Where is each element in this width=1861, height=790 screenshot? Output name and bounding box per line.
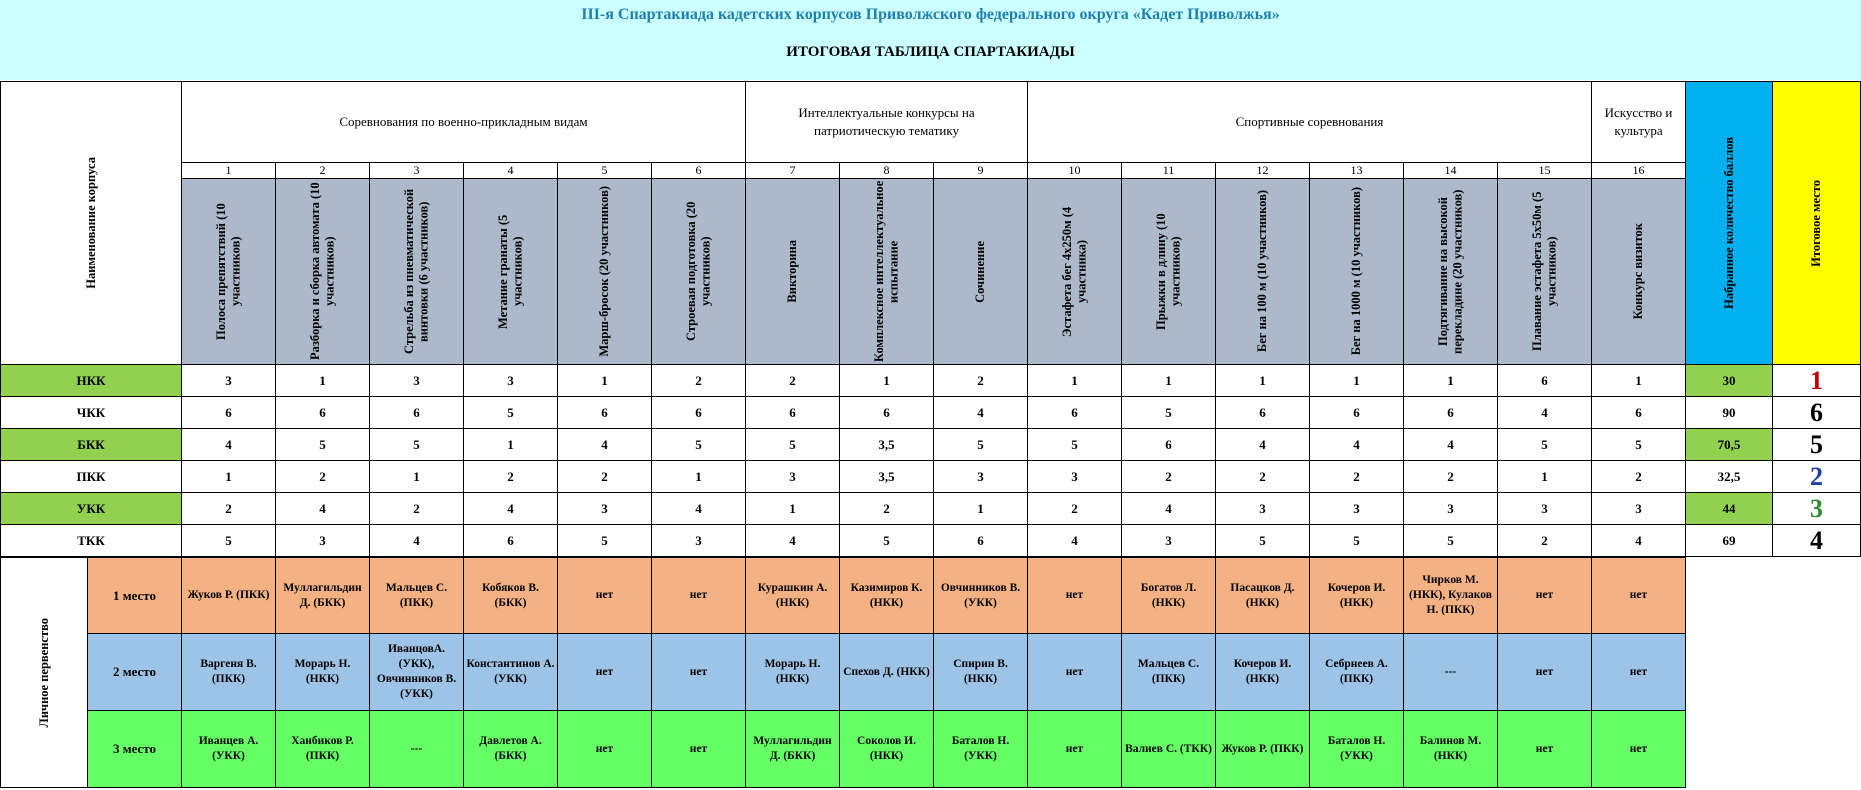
page-title: III-я Спартакиада кадетских корпусов Приволжского федерального округа «Кадет Приволжья» [581, 6, 1280, 23]
corps-name: ТКК [0, 525, 182, 557]
score-cell: 5 [1122, 397, 1216, 429]
winner-cell: Баталов Н. (УКК) [934, 711, 1028, 788]
prize-place: 2 место [88, 634, 182, 711]
winner-cell: Мальцев С. (ПКК) [370, 557, 464, 634]
column-number: 3 [370, 163, 464, 179]
score-cell: 5 [370, 429, 464, 461]
winner-cell: Чирков М. (НКК), Кулаков Н. (ПКК) [1404, 557, 1498, 634]
winner-cell: Морарь Н. (НКК) [276, 634, 370, 711]
score-cell: 5 [1028, 429, 1122, 461]
score-cell: 4 [182, 429, 276, 461]
winner-cell: Константинов А. (УКК) [464, 634, 558, 711]
column-header [652, 179, 746, 365]
column-header [934, 179, 1028, 365]
column-header-label: Стрельба из пневматической винтовки (6 участников) [402, 188, 431, 355]
score-cell: 3 [558, 493, 652, 525]
winner-cell: Себрнеев А. (ПКК) [1310, 634, 1404, 711]
score-cell: 2 [1122, 461, 1216, 493]
score-cell: 5 [840, 525, 934, 557]
column-header-label: Конкурс визиток [1631, 223, 1646, 320]
winner-cell: Кочеров И. (НКК) [1310, 557, 1404, 634]
winner-cell: нет [1498, 711, 1592, 788]
score-cell: 3 [1592, 493, 1686, 525]
winner-cell: Морарь Н. (НКК) [746, 634, 840, 711]
score-cell: 1 [182, 461, 276, 493]
score-cell: 6 [182, 397, 276, 429]
column-header-label: Сочинение [973, 240, 988, 303]
score-cell: 3 [1498, 493, 1592, 525]
score-cell: 2 [182, 493, 276, 525]
total-points-header-label: Набранное количество баллов [1721, 137, 1736, 309]
score-cell: 2 [1592, 461, 1686, 493]
score-cell: 4 [370, 525, 464, 557]
corps-name: БКК [0, 429, 182, 461]
total-points: 32,5 [1686, 461, 1773, 493]
personal-championship-label-label: Личное первенство [36, 617, 51, 728]
winner-cell: Спехов Д. (НКК) [840, 634, 934, 711]
score-cell: 2 [840, 493, 934, 525]
winner-cell: Казимиров К. (НКК) [840, 557, 934, 634]
winner-cell: Иванцев А. (УКК) [182, 711, 276, 788]
column-header-label: Прыжки в длину (10 участников) [1154, 213, 1183, 330]
score-cell: 2 [1216, 461, 1310, 493]
column-header-label: Подтягивание на высокой перекладине (20 участников) [1436, 189, 1465, 354]
score-cell: 5 [1310, 525, 1404, 557]
score-cell: 4 [934, 397, 1028, 429]
score-cell: 2 [276, 461, 370, 493]
winner-cell: Пасацков Д. (НКК) [1216, 557, 1310, 634]
score-cell: 6 [1310, 397, 1404, 429]
score-cell: 6 [746, 397, 840, 429]
score-cell: 2 [464, 461, 558, 493]
score-cell: 5 [652, 429, 746, 461]
winner-cell: Муллагильдин Д. (БКК) [746, 711, 840, 788]
group-header: Соревнования по военно-прикладным видам [182, 81, 746, 163]
final-place: 6 [1773, 397, 1861, 429]
score-cell: 2 [1028, 493, 1122, 525]
total-points: 30 [1686, 365, 1773, 397]
score-cell: 1 [1216, 365, 1310, 397]
column-number: 4 [464, 163, 558, 179]
column-header [182, 179, 276, 365]
column-header-label: Бег на 1000 м (10 участников) [1349, 187, 1364, 356]
final-place-header-label: Итоговое место [1809, 179, 1824, 267]
winner-cell: нет [1498, 557, 1592, 634]
winner-cell: Кобяков В. (БКК) [464, 557, 558, 634]
score-cell: 1 [276, 365, 370, 397]
final-place: 2 [1773, 461, 1861, 493]
score-cell: 4 [558, 429, 652, 461]
winner-cell: нет [558, 557, 652, 634]
score-cell: 2 [1404, 461, 1498, 493]
score-cell: 1 [1122, 365, 1216, 397]
winner-cell: Курашкин А. (НКК) [746, 557, 840, 634]
winner-cell: Кочеров И. (НКК) [1216, 634, 1310, 711]
score-cell: 1 [652, 461, 746, 493]
winner-cell: Баталов Н. (УКК) [1310, 711, 1404, 788]
column-header [370, 179, 464, 365]
corps-name: НКК [0, 365, 182, 397]
winner-cell: Жуков Р. (ПКК) [182, 557, 276, 634]
column-number: 7 [746, 163, 840, 179]
score-cell: 6 [1216, 397, 1310, 429]
score-cell: 5 [1498, 429, 1592, 461]
corps-name-header-label: Наименование корпуса [83, 157, 98, 289]
column-header [1310, 179, 1404, 365]
winner-cell: нет [558, 634, 652, 711]
score-cell: 1 [1592, 365, 1686, 397]
score-cell: 2 [1498, 525, 1592, 557]
score-cell: 1 [840, 365, 934, 397]
group-header: Искусство и культура [1592, 81, 1686, 163]
winner-cell: нет [1498, 634, 1592, 711]
winner-cell: Мальцев С. (ПКК) [1122, 634, 1216, 711]
winner-cell: Соколов И. (НКК) [840, 711, 934, 788]
corps-name: ЧКК [0, 397, 182, 429]
score-cell: 3 [370, 365, 464, 397]
score-cell: 1 [1310, 365, 1404, 397]
column-number: 2 [276, 163, 370, 179]
score-cell: 6 [1592, 397, 1686, 429]
score-cell: 1 [1028, 365, 1122, 397]
score-cell: 5 [1592, 429, 1686, 461]
score-cell: 3 [746, 461, 840, 493]
score-cell: 6 [1498, 365, 1592, 397]
column-header [746, 179, 840, 365]
winner-cell: нет [1592, 557, 1686, 634]
final-place: 5 [1773, 429, 1861, 461]
score-cell: 3 [1310, 493, 1404, 525]
score-cell: 2 [652, 365, 746, 397]
score-cell: 4 [1404, 429, 1498, 461]
prize-place: 1 место [88, 557, 182, 634]
final-place: 4 [1773, 525, 1861, 557]
total-points: 44 [1686, 493, 1773, 525]
column-header [1122, 179, 1216, 365]
score-cell: 4 [1498, 397, 1592, 429]
score-cell: 4 [1216, 429, 1310, 461]
score-cell: 4 [1028, 525, 1122, 557]
winner-cell: нет [1592, 711, 1686, 788]
score-cell: 3,5 [840, 429, 934, 461]
score-cell: 3,5 [840, 461, 934, 493]
column-header [276, 179, 370, 365]
column-number: 15 [1498, 163, 1592, 179]
column-header [558, 179, 652, 365]
total-points-header [1686, 81, 1773, 365]
column-number: 16 [1592, 163, 1686, 179]
score-cell: 4 [746, 525, 840, 557]
score-cell: 5 [746, 429, 840, 461]
score-cell: 4 [1592, 525, 1686, 557]
score-cell: 3 [1028, 461, 1122, 493]
column-header-label: Разборка и сборка автомата (10 участников) [308, 182, 337, 361]
column-header [1404, 179, 1498, 365]
winner-cell: Муллагильдин Д. (БКК) [276, 557, 370, 634]
score-cell: 5 [558, 525, 652, 557]
winner-cell: Давлетов А. (БКК) [464, 711, 558, 788]
column-header-label: Метание гранаты (5 участников) [496, 214, 525, 329]
column-header [1028, 179, 1122, 365]
score-cell: 4 [1122, 493, 1216, 525]
score-cell: 4 [1310, 429, 1404, 461]
column-header-label: Строевая подготовка (20 участников) [684, 201, 713, 342]
column-header-label: Комплексное интеллектуальное испытание [872, 180, 901, 363]
score-cell: 2 [370, 493, 464, 525]
column-header-label: Эстафета бег 4х250м (4 участника) [1060, 206, 1089, 337]
column-number: 1 [182, 163, 276, 179]
score-cell: 5 [182, 525, 276, 557]
winner-cell: нет [1028, 711, 1122, 788]
final-place-header [1773, 81, 1861, 365]
column-header-label: Викторина [785, 240, 800, 303]
score-cell: 6 [1122, 429, 1216, 461]
score-cell: 4 [276, 493, 370, 525]
column-header-label: Полоса препятствий (10 участников) [214, 203, 243, 340]
score-cell: 4 [464, 493, 558, 525]
column-header-label: Плавание эстафета 5х50м (5 участников) [1530, 191, 1559, 352]
winner-cell: Ханбиков Р. (ПКК) [276, 711, 370, 788]
winner-cell: Варгеня В. (ПКК) [182, 634, 276, 711]
score-cell: 6 [276, 397, 370, 429]
score-cell: 5 [464, 397, 558, 429]
score-cell: 4 [652, 493, 746, 525]
corps-name: УКК [0, 493, 182, 525]
score-cell: 6 [464, 525, 558, 557]
total-points: 90 [1686, 397, 1773, 429]
score-cell: 6 [934, 525, 1028, 557]
score-cell: 1 [1498, 461, 1592, 493]
winner-cell: Спирин В. (НКК) [934, 634, 1028, 711]
winner-cell: нет [652, 634, 746, 711]
final-place: 3 [1773, 493, 1861, 525]
winner-cell: нет [558, 711, 652, 788]
personal-championship-label [0, 557, 88, 788]
winner-cell: нет [1028, 557, 1122, 634]
score-cell: 1 [464, 429, 558, 461]
score-cell: 1 [370, 461, 464, 493]
column-number: 13 [1310, 163, 1404, 179]
winner-cell: Овчинников В. (УКК) [934, 557, 1028, 634]
column-header [1498, 179, 1592, 365]
column-number: 11 [1122, 163, 1216, 179]
score-cell: 6 [1028, 397, 1122, 429]
winner-cell: ИванцовА. (УКК), Овчинников В. (УКК) [370, 634, 464, 711]
winner-cell: Балинов М. (НКК) [1404, 711, 1498, 788]
score-cell: 3 [464, 365, 558, 397]
column-header [840, 179, 934, 365]
column-header-label: Марш-бросок (20 участников) [597, 186, 612, 357]
score-cell: 6 [558, 397, 652, 429]
column-number: 10 [1028, 163, 1122, 179]
column-number: 6 [652, 163, 746, 179]
corps-name: ПКК [0, 461, 182, 493]
score-cell: 3 [652, 525, 746, 557]
score-cell: 2 [746, 365, 840, 397]
score-cell: 3 [276, 525, 370, 557]
total-points: 70,5 [1686, 429, 1773, 461]
column-header-label: Бег на 100 м (10 участников) [1255, 190, 1270, 353]
winner-cell: нет [652, 557, 746, 634]
score-cell: 3 [1404, 493, 1498, 525]
corps-name-header [0, 81, 182, 365]
score-cell: 3 [182, 365, 276, 397]
score-cell: 3 [1216, 493, 1310, 525]
total-points: 69 [1686, 525, 1773, 557]
column-number: 5 [558, 163, 652, 179]
score-cell: 3 [1122, 525, 1216, 557]
score-cell: 6 [370, 397, 464, 429]
winner-cell: нет [652, 711, 746, 788]
score-cell: 5 [1404, 525, 1498, 557]
table-title: ИТОГОВАЯ ТАБЛИЦА СПАРТАКИАДЫ [786, 44, 1075, 60]
title-banner [0, 0, 1861, 80]
score-cell: 5 [1216, 525, 1310, 557]
score-cell: 1 [746, 493, 840, 525]
score-cell: 5 [934, 429, 1028, 461]
score-cell: 1 [934, 493, 1028, 525]
score-cell: 2 [1310, 461, 1404, 493]
prize-place: 3 место [88, 711, 182, 788]
winner-cell: нет [1028, 634, 1122, 711]
score-cell: 6 [1404, 397, 1498, 429]
group-header: Интеллектуальные конкурсы на патриотическую тематику [746, 81, 1028, 163]
winner-cell: --- [1404, 634, 1498, 711]
column-header [464, 179, 558, 365]
score-cell: 2 [558, 461, 652, 493]
winner-cell: Жуков Р. (ПКК) [1216, 711, 1310, 788]
score-cell: 2 [934, 365, 1028, 397]
column-number: 12 [1216, 163, 1310, 179]
column-header [1216, 179, 1310, 365]
score-cell: 1 [558, 365, 652, 397]
winner-cell: нет [1592, 634, 1686, 711]
column-number: 14 [1404, 163, 1498, 179]
column-number: 9 [934, 163, 1028, 179]
score-cell: 1 [1404, 365, 1498, 397]
winner-cell: Богатов Л. (НКК) [1122, 557, 1216, 634]
group-header: Спортивные соревнования [1028, 81, 1592, 163]
score-cell: 6 [840, 397, 934, 429]
column-header [1592, 179, 1686, 365]
score-cell: 6 [652, 397, 746, 429]
column-number: 8 [840, 163, 934, 179]
final-place: 1 [1773, 365, 1861, 397]
score-cell: 5 [276, 429, 370, 461]
winner-cell: --- [370, 711, 464, 788]
score-cell: 3 [934, 461, 1028, 493]
winner-cell: Валиев С. (ТКК) [1122, 711, 1216, 788]
